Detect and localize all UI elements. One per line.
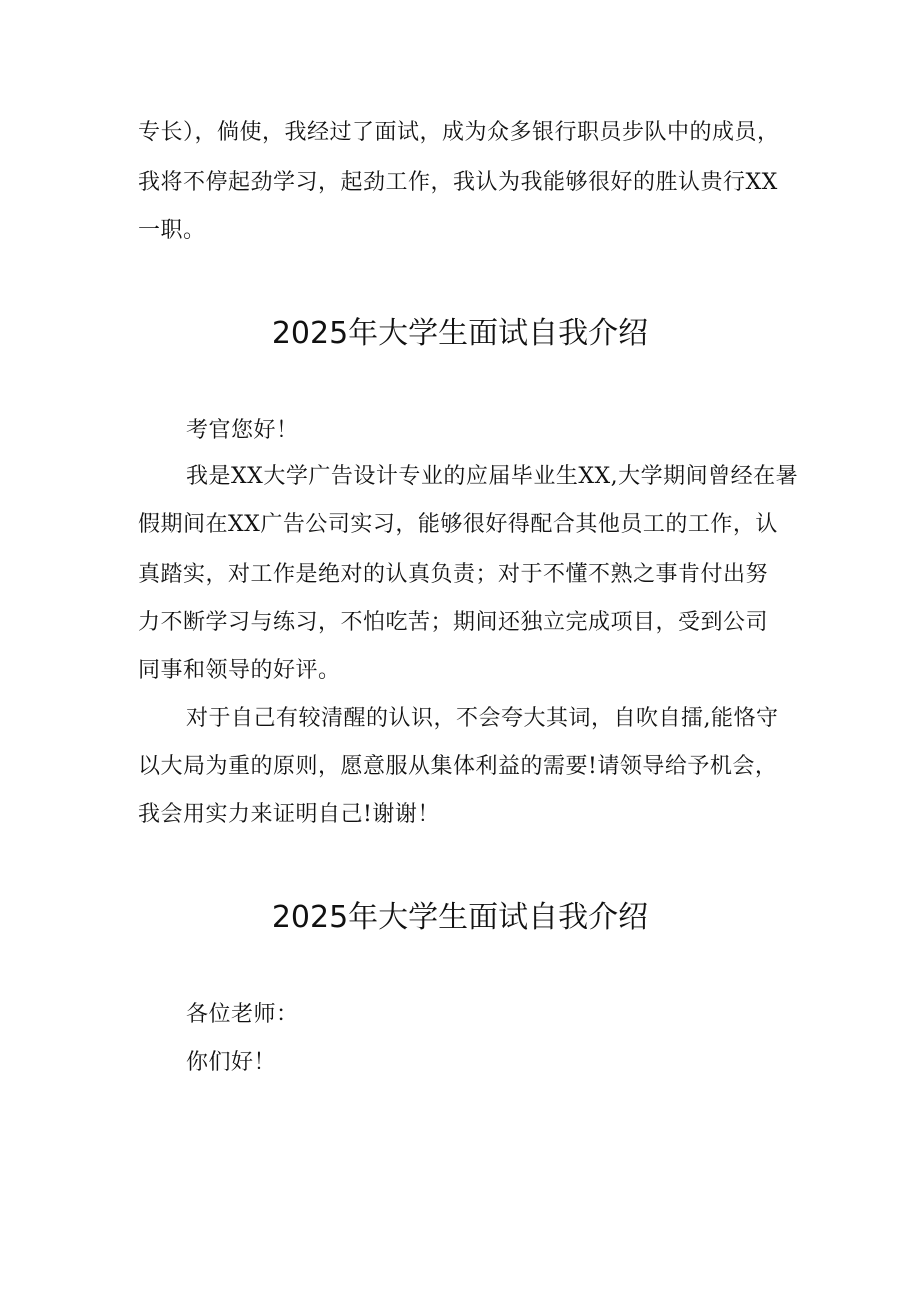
greeting-2: 你们好！ <box>186 1050 277 1075</box>
para1-line-4: 力不断学习与练习，不怕吃苦；期间还独立完成项目，受到公司 <box>138 610 769 635</box>
para2-line-3: 我会用实力来证明自己!谢谢！ <box>138 802 440 827</box>
salutation: 各位老师： <box>186 1002 299 1027</box>
para1-line-1: 我是XX大学广告设计专业的应届毕业生XX,大学期间曾经在暑 <box>186 464 799 489</box>
prev-line-2: 我将不停起劲学习，起劲工作，我认为我能够很好的胜认贵行XX <box>138 170 778 195</box>
section-title-2: 2025年大学生面试自我介绍 <box>271 900 649 935</box>
para1-line-3: 真踏实，对工作是绝对的认真负责；对于不懂不熟之事肯付出努 <box>138 562 769 587</box>
para2-line-1: 对于自己有较清醒的认识，不会夸大其词，自吹自擂,能恪守 <box>186 706 779 731</box>
prev-line-1: 专长），倘使，我经过了面试，成为众多银行职员步队中的成员， <box>138 120 780 145</box>
section-title-1: 2025年大学生面试自我介绍 <box>271 316 649 351</box>
prev-line-3: 一职。 <box>138 218 206 243</box>
para1-line-2: 假期间在XX广告公司实习，能够很好得配合其他员工的工作，认 <box>138 512 778 537</box>
greeting-1: 考官您好！ <box>186 418 299 443</box>
para1-line-5: 同事和领导的好评。 <box>138 658 341 683</box>
para2-line-2: 以大局为重的原则，愿意服从集体利益的需要!请领导给予机会， <box>138 754 778 779</box>
